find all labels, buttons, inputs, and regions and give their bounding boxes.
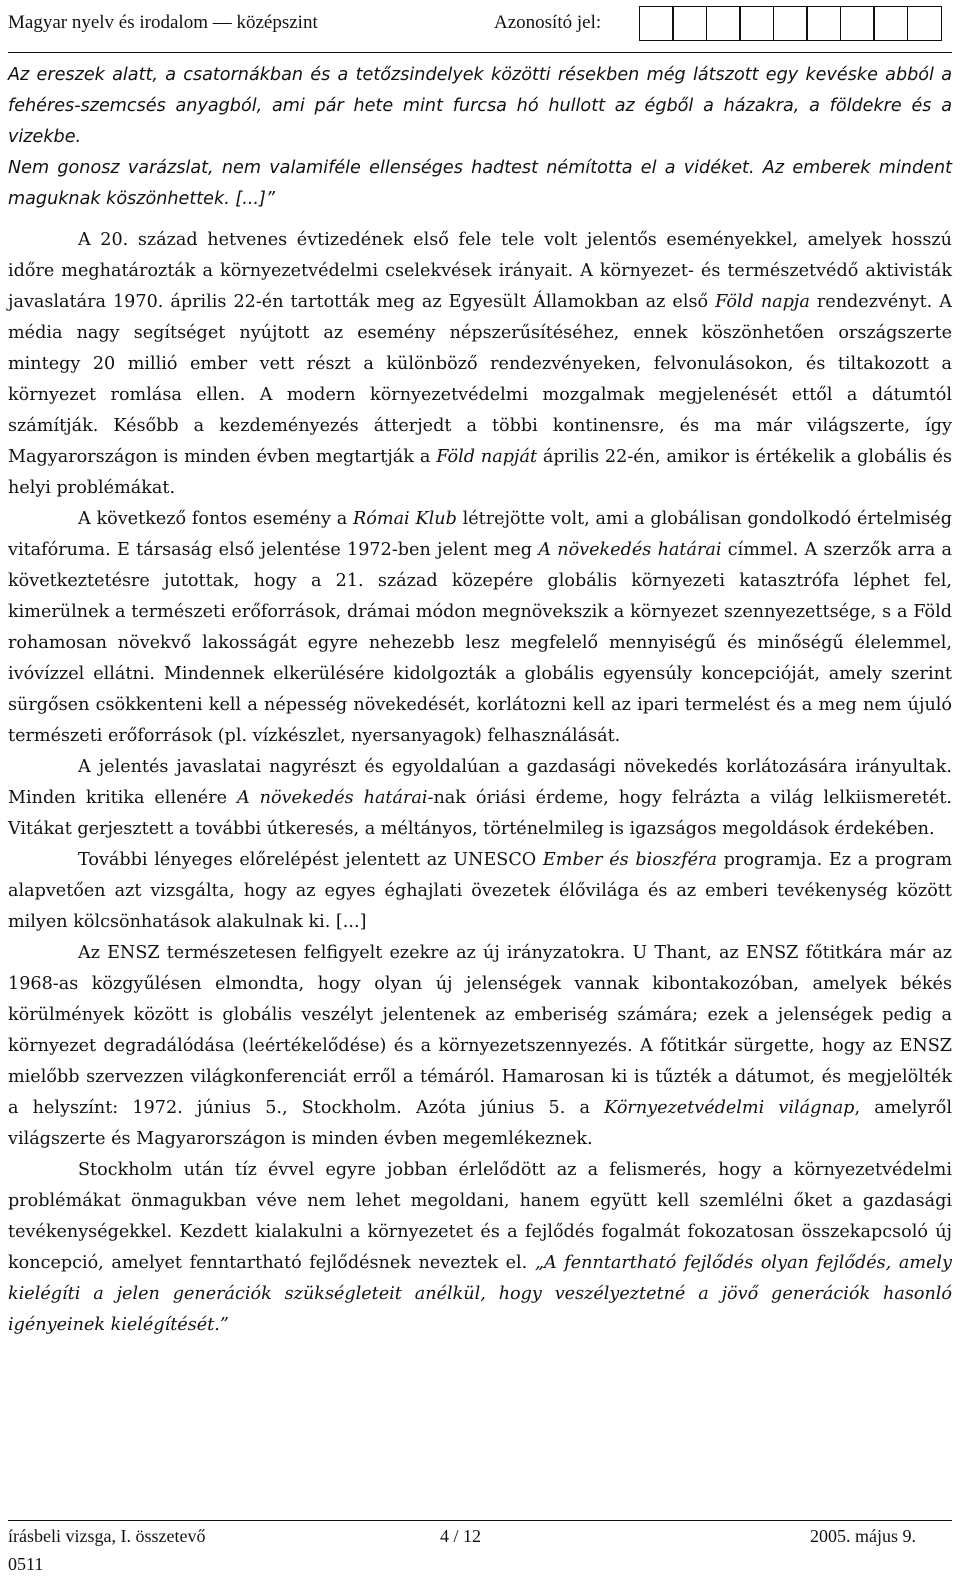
paragraph [8,752,952,845]
paragraph [8,504,952,752]
page-content [8,60,952,1341]
text-run: Az ENSZ természetesen felfigyelt ezekre az új irányzatokra. U Thant, az ENSZ főtitkára már az 1968-as közgyűlésen elmondta, hogy olyan új jelenségek vannak kibontakozóban, amelyek békés körülmények között is globális veszélyt jelentenek az emberiség számára; ezek a jelenségek pedig a környezet degradálódása (leértékelődése) és a környezetszennyezés. A főtitkár sürgette, hogy az ENSZ mielőbb szervezzen világkonferenciát erről a témáról. Hamarosan ki is tűzték a dátumot, és megjelölték a helyszínt: 1972. június 5., Stockholm. Azóta június 5. a [8,943,952,1118]
text-run: létrejötte volt, ami a globálisan gondolkodó értelmiség vitafóruma. E társaság első jelentése 1972-ben jelent meg [8,509,952,560]
exam-date: 2005. május 9. [810,1526,916,1546]
text-run: Stockholm után tíz évvel egyre jobban érlelődött az a felismerés, hogy a környezetvédelmi problémákat önmagukban véve nem lehet megoldani, hanem együtt kell szemlélni őket a gazdasági tevékenységekkel. Kezdett kialakulni a környezetet és a fejlődés fogalmát fokozatosan összekapcsoló új koncepció, amelyet fenntartható fejlődésnek neveztek el. [8,1160,952,1273]
text-run: A 20. század hetvenes évtizedének első fele tele volt jelentős eseményekkel, amelyek hosszú időre meghatározták a környezetvédelmi cselekvések irányait. A környezet- és természetvédő aktivisták javaslatára 1970. április 22-én tartották meg az Egyesült Államokban az első [8,230,952,312]
footer-divider [8,1520,952,1521]
paragraph [8,938,952,1155]
text-run: április 22-én, amikor is értékelik a globális és helyi problémákat. [8,447,952,498]
text-run: A jelentés javaslatai nagyrészt és egyoldalúan a gazdasági növekedés korlátozására irányultak. Minden kritika ellenére [8,757,952,808]
id-box [873,6,908,41]
page-number: 4 / 12 [440,1526,482,1546]
exam-label: írásbeli vizsga, I. összetevő [8,1526,206,1546]
id-box [739,6,774,41]
id-label: Azonosító jel: [494,12,602,33]
header-divider [8,52,952,53]
header-title: Magyar nyelv és irodalom — középszint [8,12,318,33]
id-box [840,6,875,41]
italic-run: „A fenntartható fejlődés olyan fejlődés, amely kielégíti a jelen generációk szükségleteit anélkül, hogy veszélyeztetné a jövő generációk hasonló igényeinek kielégítését.” [8,1253,952,1335]
exam-code: 0511 [8,1554,44,1574]
id-box [806,6,841,41]
paragraph [8,845,952,938]
id-box [907,6,942,41]
id-box [706,6,741,41]
page-header [8,0,952,50]
italic-run: Föld napja [715,292,810,312]
paragraph [8,225,952,504]
quote-block [8,60,952,215]
text-run: , amelyről világszerte és Magyarországon is minden évben megemlékeznek. [8,1098,952,1149]
text-run: programja. Ez a program alapvetően azt vizsgálta, hogy az egyes éghajlati övezetek élővilága és az emberi tevékenység között milyen kölcsönhatások alakulnak ki. [...] [8,850,952,932]
text-run: További lényeges előrelépést jelentett az UNESCO [78,850,543,870]
italic-run: Római Klub [353,509,457,529]
id-box [773,6,808,41]
id-box [672,6,707,41]
italic-run: Ember és bioszféra [542,850,717,870]
text-run: rendezvényt. A média nagy segítséget nyújtott az esemény népszerűsítéséhez, ennek köszönhetően országszerte mintegy 20 millió ember vett részt a különböző rendezvényeken, felvonulásokon, és tiltakozott a környezet romlása ellen. A modern környezetvédelmi mozgalmak megjelenését ettől a dátumtól számítják. Később a kezdeményezés átterjedt a többi kontinensre, és ma már világszerte, így Magyarországon is minden évben megtartják a [8,292,952,467]
italic-run: A növekedés határai [538,540,722,560]
text-run: -nak óriási érdeme, hogy felrázta a világ lelkiismeretét. Vitákat gerjesztett a további útkeresés, a méltányos, történelmileg is igazságos megoldások érdekében. [8,788,952,839]
italic-run: Föld napját [436,447,538,467]
italic-run: A növekedés határai [236,788,428,808]
italic-run: Környezetvédelmi világnap [604,1098,855,1118]
body-text [8,225,952,1341]
id-boxes [640,6,942,41]
quote-paragraph: Nem gonosz varázslat, nem valamiféle ellenséges hadtest némította el a vidéket. Az emberek mindent maguknak köszönhettek. [...]” [8,158,952,209]
id-box [639,6,674,41]
text-run: címmel. A szerzők arra a következtetésre jutottak, hogy a 21. század közepére globális környezeti katasztrófa léphet fel, kimerülnek a természeti erőforrások, drámai módon megnövekszik a környezet szennyezettsége, s a Föld rohamosan növekvő lakosságát egyre nehezebb lesz megfelelő mennyiségű és minőségű élelemmel, ivóvízzel ellátni. Mindennek elkerülésére kidolgozták a globális egyensúly koncepcióját, amely szerint sürgősen csökkenteni kell a népesség növekedését, korlátozni kell az ipari termelést és a meg nem újuló természeti erőforrások (pl. vízkészlet, nyersanyagok) felhasználását. [8,540,952,746]
quote-paragraph: Az ereszek alatt, a csatornákban és a tetőzsindelyek közötti résekben még látszott egy kevéske abból a fehéres-szemcsés anyagból, ami pár hete mint furcsa hó hullott az égből a házakra, a földekre és a vizekbe. [8,65,952,147]
paragraph [8,1155,952,1341]
text-run: A következő fontos esemény a [78,509,354,529]
